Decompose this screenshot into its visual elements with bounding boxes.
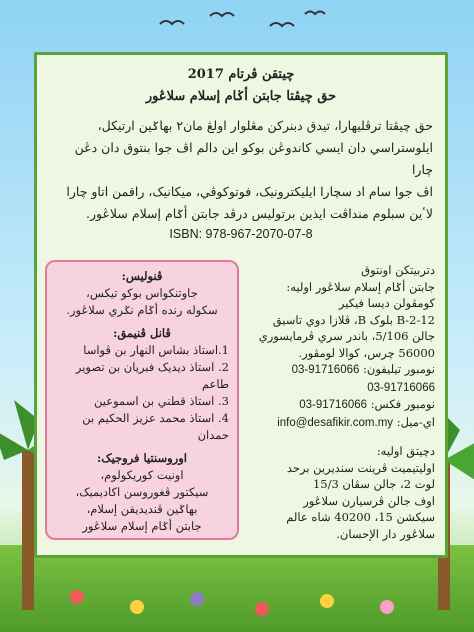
paragraph-line: لاٴين سبلوم منداڤت ايذين برتوليس درڤد جابتن أݢام إسلام سلاڠور.: [86, 206, 433, 221]
paragraph-line: ايلوستراسي دان ايسي کاندوڠن بوکو اين دالم اڤ جوا بنتوق دان دڠن چارا: [74, 140, 433, 177]
reviewer-heading: اوروسنتيا فروجيک:: [97, 451, 187, 465]
writer-line: سکوله رنده أݢام نݢري سلاڠور.: [66, 303, 218, 317]
panel-member: 3. استاذ قطني بن اسموعين: [94, 394, 229, 408]
phone-number-2: 03-91716066: [367, 381, 435, 394]
panel-heading: ڤانل ڤنيمق:: [113, 326, 171, 340]
paragraph-line: اڤ جوا سام اد سچارا ايليکترونيک، فوتوکوڤي، ميکانيک، راقمن اتاو چارا: [66, 184, 433, 199]
email-address: info@desafikir.com.my: [277, 416, 394, 429]
email-row: [243, 414, 435, 432]
flower-icon: [70, 590, 84, 604]
address-line: جالن 5/106، باندر سري ڤرمايسوري: [258, 329, 435, 343]
printer-line: سيکشن 15، 40200 شاه عالم: [286, 510, 435, 524]
phone-row-2: [243, 379, 435, 397]
flower-icon: [320, 594, 334, 608]
reviewer-line: سيکتور ڤغوروسن اکاديميک،: [75, 485, 209, 499]
printer-line: اوليتيميت ڤرينت سنديرين برحد: [286, 460, 435, 475]
title-line-1: چيتقن ڤرتام 2017: [187, 67, 295, 82]
isbn: ISBN: 978-967-2070-07-8: [169, 227, 313, 241]
phone-number: 03-91716066: [291, 364, 360, 376]
publisher-line: جابتن أݢام إسلام سلاڠور اوليه:: [286, 279, 435, 294]
phone-label: نومبور تيليفون:: [363, 362, 435, 376]
paragraph-line: حق چيڤتا ترڤليهارا، تيدق دبنرکن مڠلوار اولڠ مان٢ بهاݢين ارتيکل،: [97, 118, 433, 133]
title-line-2: حق چيڤتا جابتن أݢام إسلام سلاڠور: [145, 89, 337, 104]
address-line: B-2-12 بلوک B، ڤلازا دوي تاسيق: [272, 312, 435, 327]
fax-number: 03-91716066: [299, 399, 368, 411]
birds-icon: [150, 6, 330, 36]
fax-label: نومبور فکس:: [370, 397, 435, 411]
writer-line: جاوتنکواس بوکو تيکس،: [86, 286, 198, 300]
phone-row: [243, 361, 435, 379]
publisher-heading: دتربيتکن اونتوق: [361, 263, 435, 277]
address-line: 56000 چرس، کوالا لومڤور.: [298, 345, 435, 360]
panel-member: 1.استاذ بشاس النهار بن ڤواسا: [83, 343, 229, 357]
copyright-paragraph: [51, 115, 433, 225]
writer-heading: ڤنوليس:: [121, 269, 163, 283]
printer-line: اوف جالن ڤرسيارن سلاڠور: [303, 493, 435, 508]
fax-row: [243, 396, 435, 414]
publisher-info: [243, 262, 435, 542]
panel-member: 2. استاذ ديديک فبريان بن تصوير طاعم: [75, 360, 229, 391]
panel-member: 4. استاذ محمد عزيز الحكيم بن حمدان: [82, 411, 229, 442]
flower-icon: [380, 600, 394, 614]
publisher-line: کومڤولن ديسا فيکير: [338, 296, 435, 310]
printer-line: سلاڠور دار الإحسان.: [336, 526, 435, 541]
flower-icon: [130, 600, 144, 614]
reviewer-line: اونيت کوريکولوم،: [100, 468, 184, 482]
copyright-page: [34, 52, 448, 558]
email-label: اي-ميل:: [396, 414, 435, 429]
reviewer-line: بهاݢين ڤنديديقن إسلام،: [86, 502, 198, 516]
credits-box: [45, 260, 239, 540]
flower-icon: [255, 602, 269, 616]
printer-line: لوت 2، جالن سڤان 15/3: [312, 477, 435, 491]
reviewer-line: جابتن أݢام إسلام سلاڠور: [82, 519, 202, 533]
printer-heading: دچيتق اوليه:: [376, 444, 435, 458]
flower-icon: [190, 592, 204, 606]
